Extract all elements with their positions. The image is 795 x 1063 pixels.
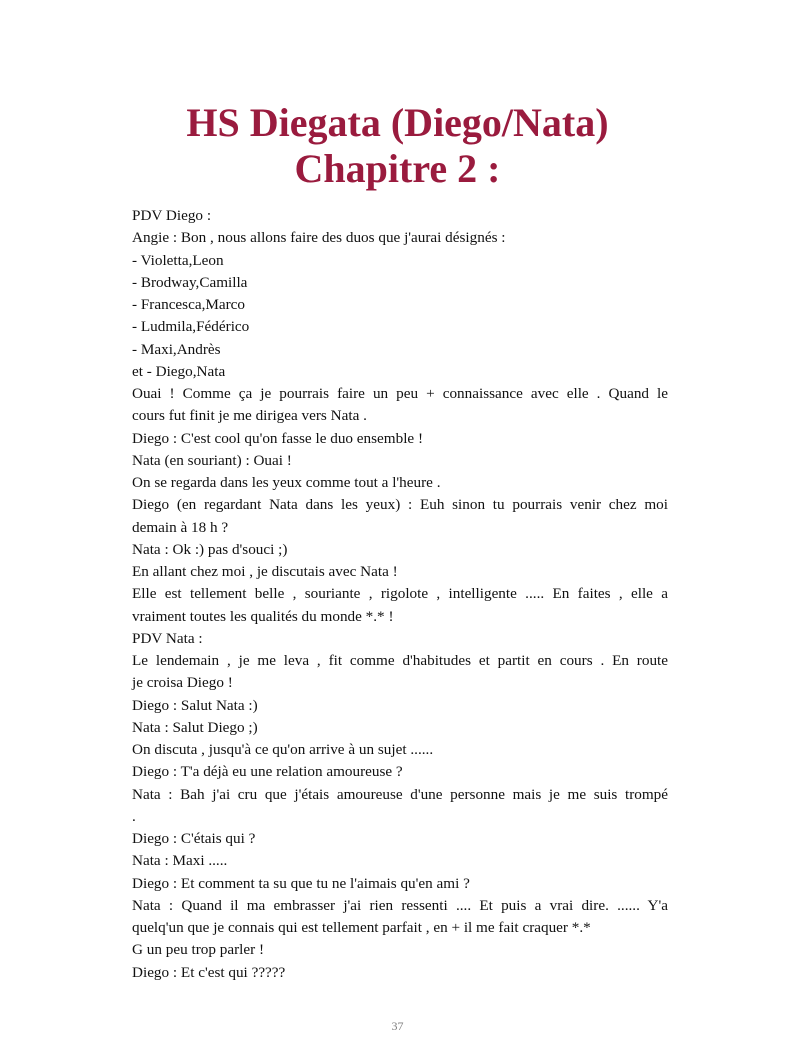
text-line: - Ludmila,Fédérico xyxy=(132,318,250,336)
text-line: quelq'un que je connais qui est tellement parfait , en + il me fait craquer *.* xyxy=(132,919,591,936)
text-line: Diego : Salut Nata :) xyxy=(132,696,258,714)
text-line: . xyxy=(132,807,136,825)
text-line: - Violetta,Leon xyxy=(132,251,224,269)
text-line: - Francesca,Marco xyxy=(132,296,246,313)
text-line: demain à 18 h ? xyxy=(132,518,229,536)
text-line: Diego : Et c'est qui ????? xyxy=(132,963,286,981)
text-line: Nata : Maxi ..... xyxy=(132,852,228,870)
text-line: Diego (en regardant Nata dans les yeux) : Euh sinon tu pourrais venir chez moi xyxy=(132,496,668,514)
text-line: En allant chez moi , je discutais avec Nata ! xyxy=(132,563,398,580)
text-line: PDV Nata : xyxy=(132,629,203,647)
text-line: G un peu trop parler ! xyxy=(132,941,265,959)
text-line: Diego : T'a déjà eu une relation amoureuse ? xyxy=(132,763,403,781)
text-line: vraiment toutes les qualités du monde *.* ! xyxy=(132,607,394,625)
text-line: Nata : Bah j'ai cru que j'étais amoureuse d'une personne mais je me suis trompé xyxy=(132,785,668,803)
text-line: Angie : Bon , nous allons faire des duos que j'aurai désignés : xyxy=(132,229,506,247)
text-line: Nata (en souriant) : Ouai ! xyxy=(132,451,292,469)
text-line: Diego : Et comment ta su que tu ne l'aimais qu'en ami ? xyxy=(132,874,470,892)
text-line: On se regarda dans les yeux comme tout a l'heure . xyxy=(132,474,441,491)
text-line: Nata : Ok :) pas d'souci ;) xyxy=(132,540,288,558)
text-line: cours fut finit je me dirigea vers Nata . xyxy=(132,407,367,425)
text-line: - Brodway,Camilla xyxy=(132,273,248,291)
text-line: On discuta , jusqu'à ce qu'on arrive à un sujet ...... xyxy=(132,741,434,758)
text-line: Elle est tellement belle , souriante , rigolote , intelligente ..... En faites , elle a xyxy=(132,585,668,603)
text-line: PDV Diego : xyxy=(132,207,212,224)
text-line: - Maxi,Andrès xyxy=(132,340,221,358)
text-line: je croisa Diego ! xyxy=(132,674,233,692)
text-line: et - Diego,Nata xyxy=(132,362,226,380)
text-line: Nata : Quand il ma embrasser j'ai rien ressenti .... Et puis a vrai dire. ...... Y'a xyxy=(132,896,668,914)
text-line: Nata : Salut Diego ;) xyxy=(132,718,258,736)
text-line: Diego : C'étais qui ? xyxy=(132,830,256,847)
text-line: Ouai ! Comme ça je pourrais faire un peu + connaissance avec elle . Quand le xyxy=(132,385,668,402)
text-line: Le lendemain , je me leva , fit comme d'habitudes et partit en cours . En route xyxy=(132,652,668,669)
story-text xyxy=(132,205,668,984)
page-title: HS Diegata (Diego/Nata) Chapitre 2 : xyxy=(186,100,609,191)
page-number: 37 xyxy=(391,1019,404,1033)
text-line: Diego : C'est cool qu'on fasse le duo ensemble ! xyxy=(132,429,424,447)
